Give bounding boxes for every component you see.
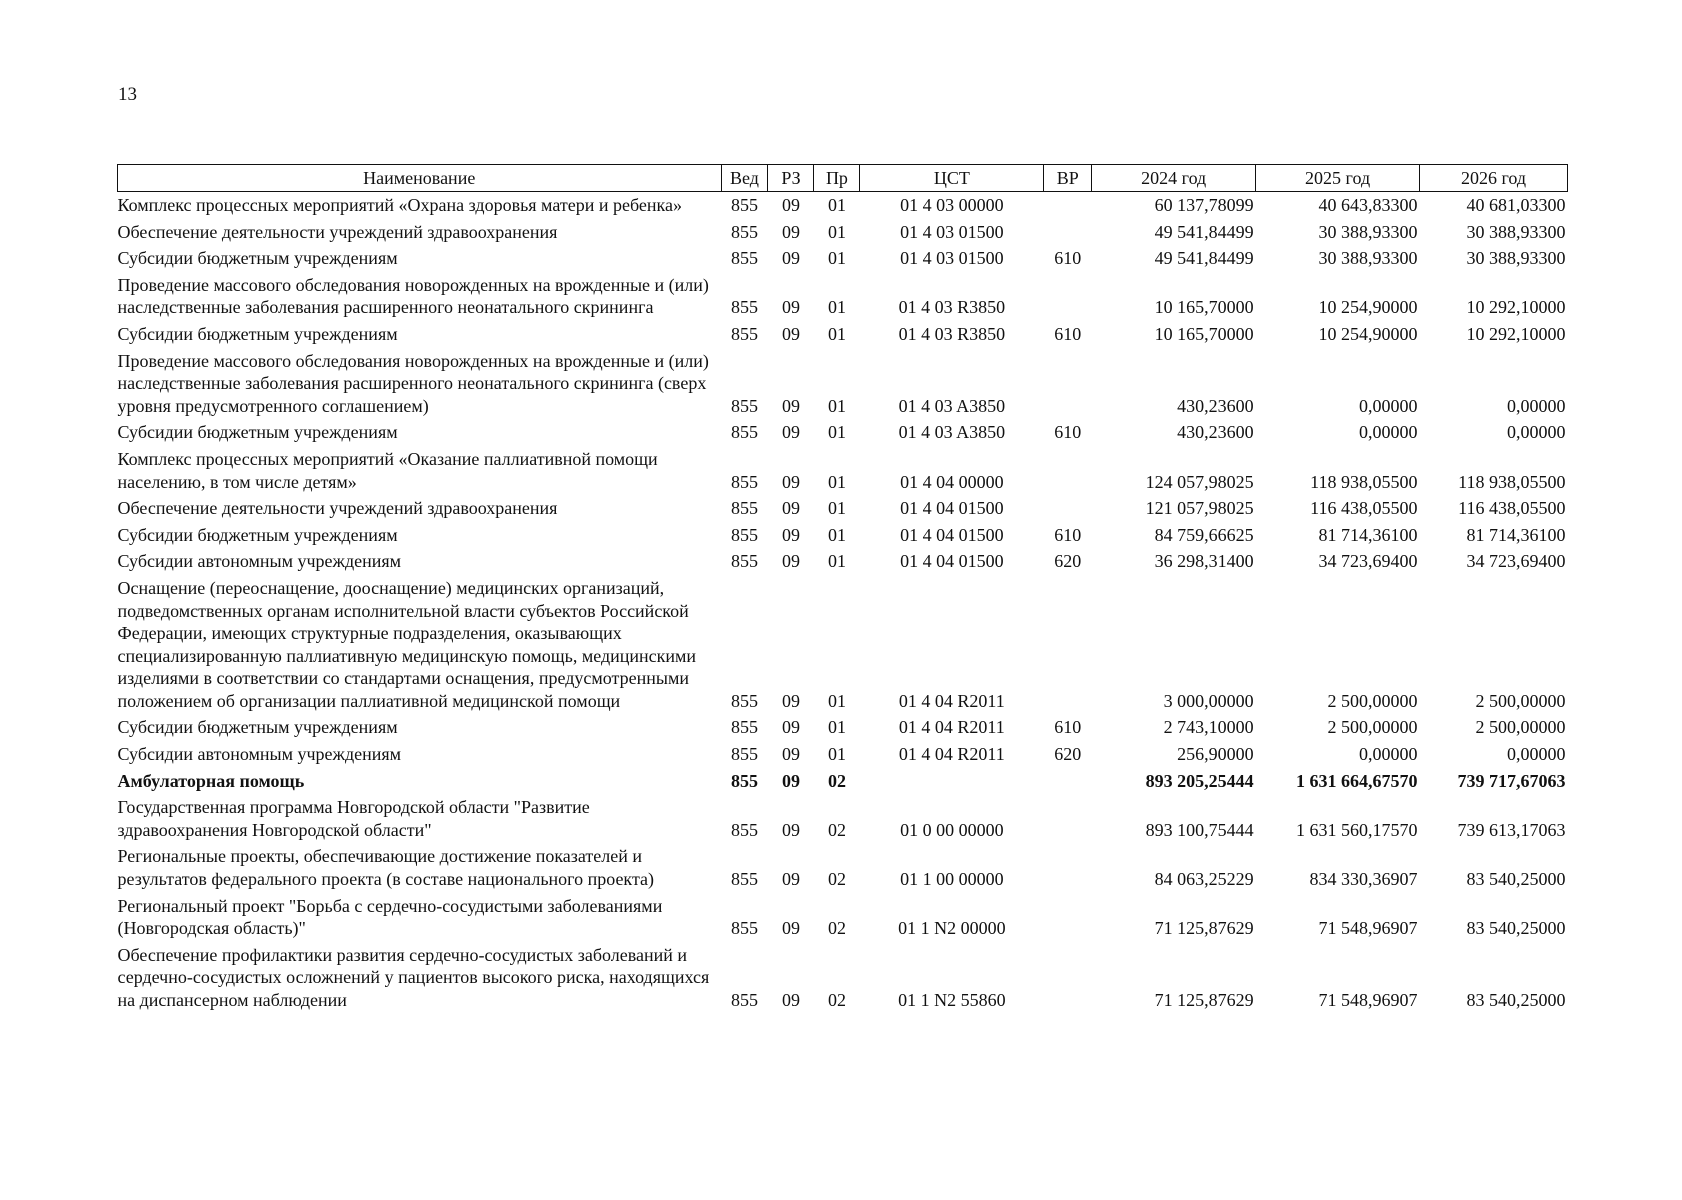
row-rz: 09: [781, 744, 800, 765]
row-ved: 855: [730, 551, 758, 572]
row-2024: 10 165,70000: [1154, 297, 1254, 318]
row-2025: 71 548,96907: [1318, 918, 1418, 939]
row-cst: 01 4 03 R3850: [898, 297, 1006, 318]
row-name: Субсидии бюджетным учреждениям: [117, 323, 398, 344]
row-2024: 60 137,78099: [1154, 195, 1254, 215]
row-2026: 2 500,00000: [1475, 717, 1566, 738]
page-number: 13: [118, 84, 137, 105]
row-vr: [1044, 272, 1092, 321]
table-row: [118, 192, 1568, 219]
row-name: Амбулаторная помощь: [117, 770, 305, 791]
row-ved: 855: [730, 323, 758, 344]
row-2026: 2 500,00000: [1475, 690, 1566, 711]
row-rz: 09: [781, 717, 800, 738]
row-rz: 09: [781, 819, 800, 840]
row-ved: 855: [730, 770, 758, 791]
row-rz: 09: [781, 195, 800, 215]
row-rz: 09: [781, 471, 800, 492]
row-vr: 610: [1054, 524, 1082, 545]
row-rz: 09: [781, 690, 800, 711]
row-rz: 09: [781, 990, 800, 1010]
row-pr: 01: [827, 195, 846, 215]
row-cst: 01 4 03 00000: [900, 195, 1004, 215]
row-2026: 34 723,69400: [1466, 551, 1566, 572]
row-2026: 0,00000: [1507, 744, 1566, 765]
table-body: [118, 192, 1568, 1014]
row-2026: 83 540,25000: [1466, 869, 1566, 890]
row-rz: 09: [781, 422, 800, 443]
header-2025: 2025 год: [1256, 165, 1420, 192]
row-2025: 116 438,05500: [1310, 498, 1418, 519]
row-vr: [1044, 768, 1092, 795]
row-2025: 0,00000: [1359, 422, 1418, 443]
row-pr: 01: [827, 471, 846, 492]
row-name: Государственная программа Новгородской области "Развитие здравоохранения Новгородской области": [117, 797, 590, 840]
row-name: Субсидии автономным учреждениям: [117, 744, 402, 765]
row-ved: 855: [730, 744, 758, 765]
row-2024: 430,23600: [1177, 422, 1254, 443]
row-rz: 09: [781, 221, 800, 242]
table-row: [118, 245, 1568, 272]
row-name: Субсидии бюджетным учреждениям: [117, 717, 398, 738]
row-name: Обеспечение деятельности учреждений здравоохранения: [117, 498, 558, 519]
row-pr: 01: [827, 221, 846, 242]
row-cst: 01 4 03 01500: [900, 248, 1004, 269]
row-2025: 71 548,96907: [1318, 990, 1418, 1010]
row-pr: 01: [827, 297, 846, 318]
row-ved: 855: [730, 690, 758, 711]
row-rz: 09: [781, 770, 800, 791]
table-header: [118, 165, 1568, 192]
row-pr: 01: [827, 744, 846, 765]
row-cst: 01 4 04 R2011: [898, 717, 1005, 738]
row-2026: 40 681,03300: [1466, 195, 1566, 215]
table-row: [118, 768, 1568, 795]
row-pr: 02: [827, 990, 846, 1010]
row-ved: 855: [730, 717, 758, 738]
header-ved: Вед: [721, 165, 768, 192]
row-2024: 124 057,98025: [1145, 471, 1254, 492]
row-vr: 610: [1054, 248, 1082, 269]
budget-table: [117, 164, 1568, 1014]
row-2026: 118 938,05500: [1458, 471, 1566, 492]
row-name: Региональные проекты, обеспечивающие достижение показателей и результатов федерального проекта (в составе национального проекта): [117, 846, 655, 890]
table-row: [118, 714, 1568, 741]
table-row: [118, 794, 1568, 843]
row-cst: 01 4 04 01500: [900, 551, 1004, 572]
row-vr: 610: [1054, 323, 1082, 344]
row-name: Субсидии бюджетным учреждениям: [117, 248, 398, 269]
row-ved: 855: [730, 248, 758, 269]
row-pr: 02: [827, 770, 846, 791]
row-2024: 71 125,87629: [1154, 918, 1254, 939]
row-vr: [1044, 794, 1092, 843]
table-row: [118, 348, 1568, 420]
table-row: [118, 843, 1568, 892]
row-rz: 09: [781, 323, 800, 344]
row-2026: 30 388,93300: [1466, 221, 1566, 242]
table-row: [118, 272, 1568, 321]
header-name: Наименование: [118, 165, 722, 192]
table-row: [118, 575, 1568, 715]
row-2024: 2 743,10000: [1163, 717, 1254, 738]
row-vr: [1044, 843, 1092, 892]
table-row: [118, 446, 1568, 495]
row-2026: 0,00000: [1507, 422, 1566, 443]
row-2024: 893 205,25444: [1145, 770, 1254, 791]
row-cst: 01 1 00 00000: [900, 869, 1004, 890]
row-2024: 84 759,66625: [1154, 524, 1254, 545]
row-2026: 30 388,93300: [1466, 248, 1566, 269]
row-vr: [1044, 893, 1092, 942]
table-row: [118, 522, 1568, 549]
row-cst: 01 4 03 01500: [900, 221, 1004, 242]
row-vr: [1044, 495, 1092, 522]
row-pr: 01: [827, 323, 846, 344]
table-row: [118, 741, 1568, 768]
row-2024: 893 100,75444: [1145, 819, 1254, 840]
row-rz: 09: [781, 551, 800, 572]
row-ved: 855: [730, 990, 758, 1010]
row-2026: 116 438,05500: [1458, 498, 1566, 519]
row-2025: 118 938,05500: [1310, 471, 1418, 492]
row-name: Комплекс процессных мероприятий «Охрана здоровья матери и ребенка»: [117, 195, 682, 215]
table-row: [118, 893, 1568, 942]
row-rz: 09: [781, 524, 800, 545]
row-2025: 10 254,90000: [1318, 297, 1418, 318]
row-2024: 3 000,00000: [1163, 690, 1254, 711]
table-row: [118, 548, 1568, 575]
row-2025: 0,00000: [1359, 395, 1418, 416]
table-row: [118, 495, 1568, 522]
row-rz: 09: [781, 869, 800, 890]
row-ved: 855: [730, 524, 758, 545]
row-cst: 01 4 04 R2011: [898, 690, 1005, 711]
row-rz: 09: [781, 297, 800, 318]
row-vr: [1044, 192, 1092, 219]
row-name: Субсидии бюджетным учреждениям: [117, 422, 398, 443]
row-cst: 01 4 04 01500: [900, 498, 1004, 519]
row-pr: 01: [827, 498, 846, 519]
row-name: Комплекс процессных мероприятий «Оказание паллиативной помощи населению, в том числе детям»: [117, 448, 658, 492]
row-2024: 49 541,84499: [1154, 221, 1254, 242]
row-cst: 01 4 04 00000: [900, 471, 1004, 492]
row-pr: 01: [827, 248, 846, 269]
row-name: Оснащение (переоснащение, дооснащение) медицинских организаций, подведомственных органам исполнительной власти субъектов Российской Федерации, имеющих структурные подразделения, оказывающих специализированную паллиативную медицинскую помощь, медицинскими изделиями в соответствии со стандартами оснащения, предусмотренными положением об организации паллиативной медицинской помощи: [117, 577, 697, 711]
header-2026: 2026 год: [1420, 165, 1568, 192]
row-2026: 739 613,17063: [1457, 819, 1566, 840]
row-cst: [860, 768, 1044, 795]
row-2024: 71 125,87629: [1154, 990, 1254, 1010]
header-pr: Пр: [814, 165, 860, 192]
header-cst: ЦСТ: [860, 165, 1044, 192]
row-2026: 10 292,10000: [1466, 323, 1566, 344]
header-2024: 2024 год: [1092, 165, 1256, 192]
row-2024: 121 057,98025: [1145, 498, 1254, 519]
row-ved: 855: [730, 869, 758, 890]
row-ved: 855: [730, 395, 758, 416]
row-2025: 40 643,83300: [1318, 195, 1418, 215]
row-vr: 610: [1054, 422, 1082, 443]
row-ved: 855: [730, 918, 758, 939]
row-name: Проведение массового обследования новорожденных на врожденные и (или) наследственные заболевания расширенного неонатального скрининга: [117, 274, 709, 318]
row-2025: 1 631 664,67570: [1296, 770, 1418, 791]
row-2025: 2 500,00000: [1327, 690, 1418, 711]
row-name: Обеспечение деятельности учреждений здравоохранения: [117, 221, 558, 242]
row-ved: 855: [730, 471, 758, 492]
row-cst: 01 4 03 R3850: [898, 323, 1006, 344]
row-2024: 84 063,25229: [1154, 869, 1254, 890]
row-2024: 36 298,31400: [1154, 551, 1254, 572]
row-2026: 83 540,25000: [1466, 990, 1566, 1010]
row-ved: 855: [730, 221, 758, 242]
row-rz: 09: [781, 918, 800, 939]
row-2026: 83 540,25000: [1466, 918, 1566, 939]
row-vr: [1044, 575, 1092, 715]
row-2025: 34 723,69400: [1318, 551, 1418, 572]
row-2024: 49 541,84499: [1154, 248, 1254, 269]
row-ved: 855: [730, 195, 758, 215]
row-name: Субсидии бюджетным учреждениям: [117, 524, 398, 545]
row-vr: 620: [1054, 551, 1082, 572]
table-row: [118, 219, 1568, 246]
row-pr: 02: [827, 819, 846, 840]
row-2024: 256,90000: [1177, 744, 1254, 765]
row-pr: 02: [827, 869, 846, 890]
row-2026: 739 717,67063: [1457, 770, 1566, 791]
row-name: Обеспечение профилактики развития сердечно-сосудистых заболеваний и сердечно-сосудистых осложнений у пациентов высокого риска, находящихся на диспансерном наблюдении: [117, 944, 710, 1010]
row-vr: 610: [1054, 717, 1082, 738]
row-2025: 1 631 560,17570: [1296, 819, 1418, 840]
row-cst: 01 4 03 A3850: [898, 422, 1006, 443]
row-pr: 01: [827, 551, 846, 572]
row-cst: 01 4 04 R2011: [898, 744, 1005, 765]
row-ved: 855: [730, 422, 758, 443]
row-2025: 30 388,93300: [1318, 248, 1418, 269]
row-cst: 01 1 N2 55860: [898, 990, 1006, 1010]
row-rz: 09: [781, 498, 800, 519]
row-2024: 430,23600: [1177, 395, 1254, 416]
row-2025: 2 500,00000: [1327, 717, 1418, 738]
row-pr: 02: [827, 918, 846, 939]
header-vr: ВР: [1044, 165, 1092, 192]
row-vr: [1044, 942, 1092, 1014]
row-ved: 855: [730, 297, 758, 318]
row-pr: 01: [827, 422, 846, 443]
row-name: Проведение массового обследования новорожденных на врожденные и (или) наследственные заболевания расширенного неонатального скрининга (сверх уровня предусмотренного соглашением): [117, 350, 709, 416]
row-2025: 81 714,36100: [1318, 524, 1418, 545]
table-row: [118, 942, 1568, 1014]
row-cst: 01 1 N2 00000: [898, 918, 1006, 939]
row-2025: 10 254,90000: [1318, 323, 1418, 344]
row-rz: 09: [781, 395, 800, 416]
row-pr: 01: [827, 717, 846, 738]
row-vr: [1044, 219, 1092, 246]
row-vr: [1044, 348, 1092, 420]
row-2025: 834 330,36907: [1309, 869, 1418, 890]
table-row: [118, 321, 1568, 348]
header-rz: РЗ: [768, 165, 814, 192]
row-ved: 855: [730, 819, 758, 840]
row-name: Субсидии автономным учреждениям: [117, 551, 402, 572]
row-2025: 0,00000: [1359, 744, 1418, 765]
row-rz: 09: [781, 248, 800, 269]
row-2026: 0,00000: [1507, 395, 1566, 416]
row-name: Региональный проект "Борьба с сердечно-сосудистыми заболеваниями (Новгородская область)": [117, 895, 663, 939]
row-2026: 10 292,10000: [1466, 297, 1566, 318]
row-ved: 855: [730, 498, 758, 519]
row-2024: 10 165,70000: [1154, 323, 1254, 344]
row-vr: [1044, 446, 1092, 495]
table-row: [118, 419, 1568, 446]
row-2026: 81 714,36100: [1466, 524, 1566, 545]
row-pr: 01: [827, 395, 846, 416]
row-2025: 30 388,93300: [1318, 221, 1418, 242]
row-cst: 01 4 04 01500: [900, 524, 1004, 545]
row-vr: 620: [1054, 744, 1082, 765]
row-cst: 01 4 03 A3850: [898, 395, 1006, 416]
row-cst: 01 0 00 00000: [900, 819, 1004, 840]
row-pr: 01: [827, 690, 846, 711]
row-pr: 01: [827, 524, 846, 545]
